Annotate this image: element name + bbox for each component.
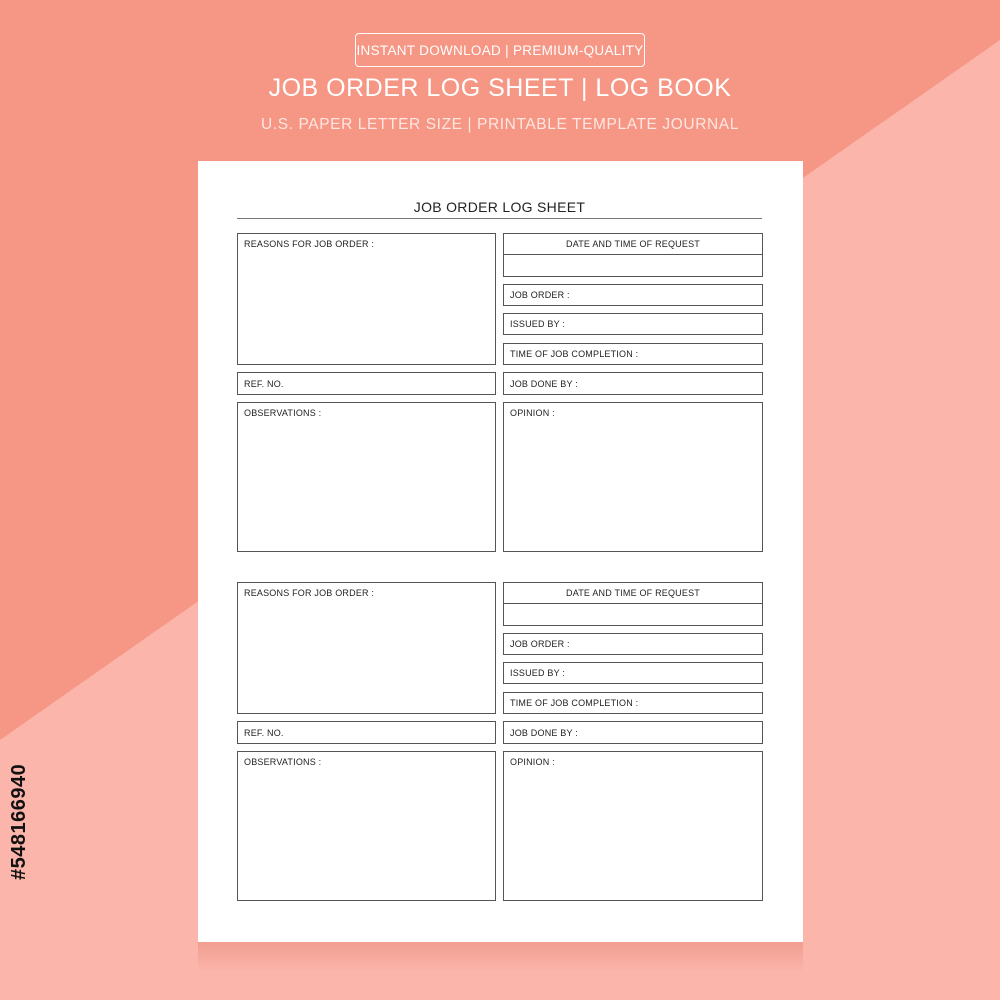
job-order-label: JOB ORDER : — [510, 290, 570, 300]
reasons-label: REASONS FOR JOB ORDER : — [244, 239, 375, 249]
observations-label: OBSERVATIONS : — [244, 408, 322, 418]
issued-by-field[interactable] — [503, 662, 763, 684]
date-time-label: DATE AND TIME OF REQUEST — [566, 239, 700, 249]
job-done-by-label: JOB DONE BY : — [510, 727, 578, 738]
opinion-box[interactable] — [503, 751, 763, 901]
job-done-by-label: JOB DONE BY : — [510, 378, 578, 389]
log-sheet — [198, 161, 803, 942]
page-subtitle: U.S. PAPER LETTER SIZE | PRINTABLE TEMPLATE JOURNAL — [261, 116, 739, 133]
issued-by-field[interactable] — [503, 313, 763, 335]
opinion-label: OPINION : — [510, 408, 555, 418]
date-time-field[interactable] — [503, 254, 763, 277]
stock-id: #548166940 — [8, 763, 30, 880]
observations-box[interactable] — [237, 402, 496, 552]
reasons-box[interactable] — [237, 582, 496, 714]
reasons-label: REASONS FOR JOB ORDER : — [244, 588, 375, 598]
date-time-header — [503, 582, 763, 604]
issued-by-label: ISSUED BY : — [510, 319, 566, 329]
ref-no-label: REF. NO. — [244, 378, 284, 389]
sheet-shadow — [198, 942, 803, 972]
ref-no-label: REF. NO. — [244, 727, 284, 738]
observations-box[interactable] — [237, 751, 496, 901]
observations-label: OBSERVATIONS : — [244, 757, 322, 767]
job-done-by-field[interactable] — [503, 721, 763, 744]
page-title: JOB ORDER LOG SHEET | LOG BOOK — [268, 74, 732, 102]
completion-label: TIME OF JOB COMPLETION : — [510, 698, 639, 708]
completion-field[interactable] — [503, 692, 763, 714]
badge — [355, 33, 645, 67]
title-divider — [237, 218, 762, 219]
reasons-box[interactable] — [237, 233, 496, 365]
date-time-label: DATE AND TIME OF REQUEST — [566, 588, 700, 598]
opinion-label: OPINION : — [510, 757, 555, 767]
job-order-field[interactable] — [503, 284, 763, 306]
date-time-header — [503, 233, 763, 255]
completion-field[interactable] — [503, 343, 763, 365]
issued-by-label: ISSUED BY : — [510, 668, 566, 678]
ref-no-field[interactable] — [237, 721, 496, 744]
ref-no-field[interactable] — [237, 372, 496, 395]
date-time-field[interactable] — [503, 603, 763, 626]
opinion-box[interactable] — [503, 402, 763, 552]
job-order-label: JOB ORDER : — [510, 639, 570, 649]
sheet-title: JOB ORDER LOG SHEET — [413, 199, 586, 215]
job-order-field[interactable] — [503, 633, 763, 655]
completion-label: TIME OF JOB COMPLETION : — [510, 349, 639, 359]
job-done-by-field[interactable] — [503, 372, 763, 395]
badge-text: INSTANT DOWNLOAD | PREMIUM-QUALITY — [356, 42, 644, 58]
